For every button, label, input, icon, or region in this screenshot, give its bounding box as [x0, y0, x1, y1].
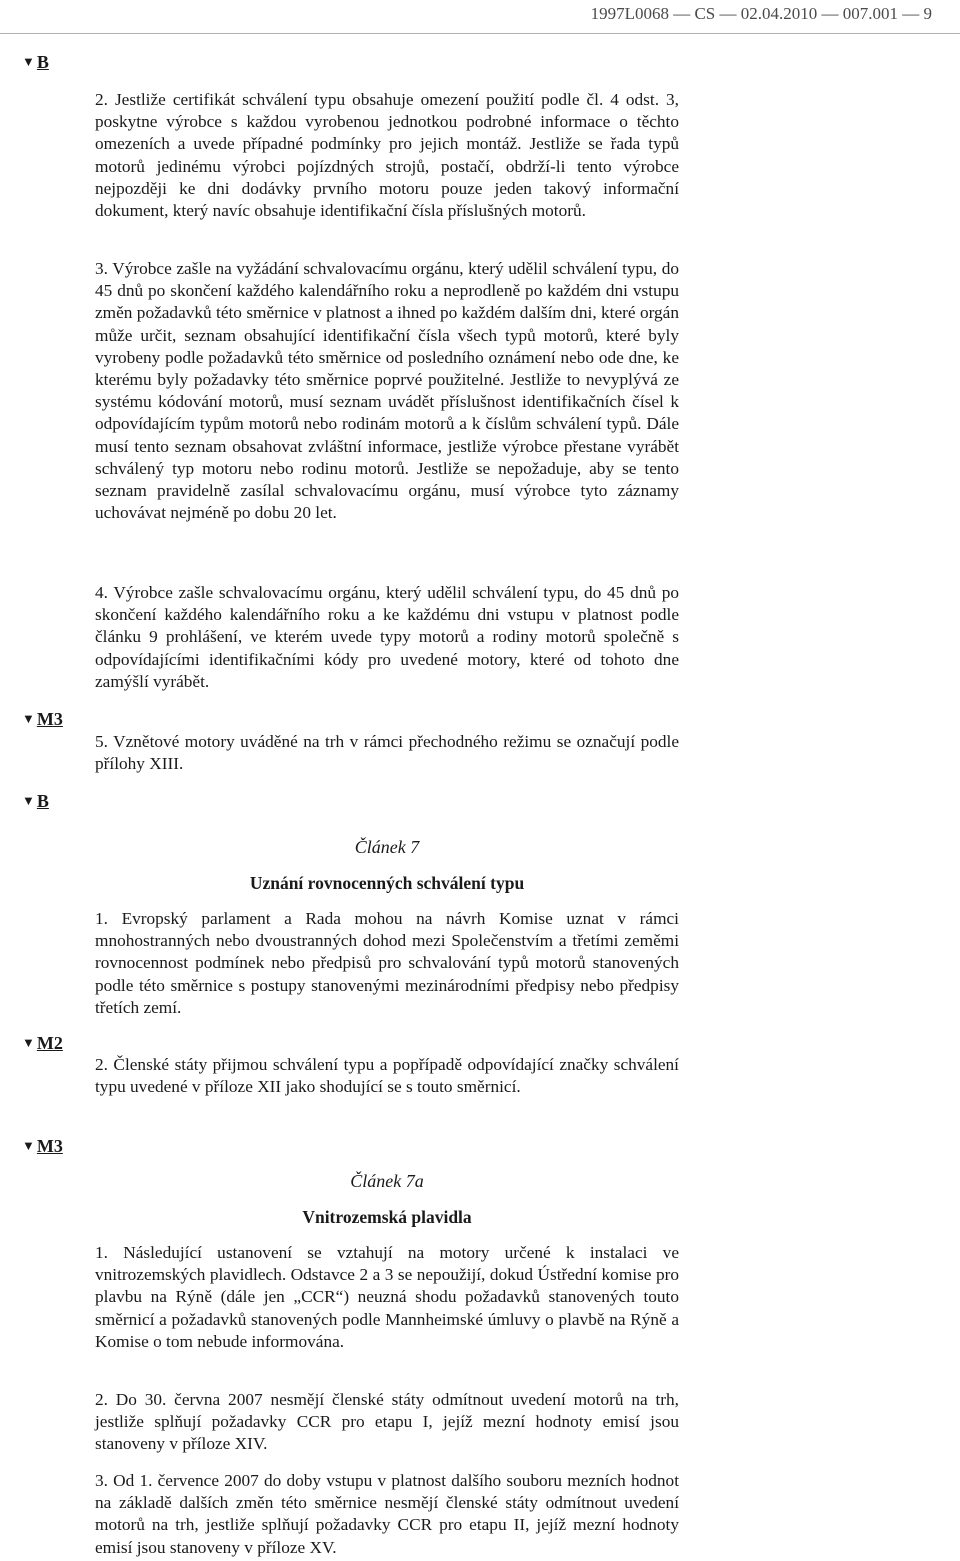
- paragraph-3: 3. Výrobce zašle na vyžádání schvalovacímu orgánu, který udělil schválení typu, do 45 dnů po skončení každého kalendářního roku a neprodleně po každém dni vstupu změn požadavků této směrnice v platnost a ihned po každém dalším dni, které orgán může určit, seznam obsahující identifikační čísla všech typů motorů, které byly vyrobeny podle požadavků této směrnice od posledního oznámení nebo ode dne, ke kterému byly požadavky této směrnice poprvé použitelné. Jestliže to nevyplývá ze systému kódování motorů, musí seznam uvádět příslušnost identifikačních čísel k odpovídajícím typům motorů nebo rodinám motorů a k číslům schválení typů. Dále musí tento seznam obsahovat zvláštní informace, jestliže výrobce přestane vyrábět schválený typ motoru nebo rodinu motorů. Jestliže se nepožaduje, aby se tento seznam pravidelně zasílal schvalovacímu orgánu, musí výrobce tyto záznamy uchovávat nejméně po dobu 20 let.: [95, 259, 679, 523]
- document-header: 1997L0068 — CS — 02.04.2010 — 007.001 — 9: [590, 4, 932, 23]
- article-7-title: Uznání rovnocenných schválení typu: [249, 873, 525, 893]
- triangle-down-icon: ▼: [22, 1138, 35, 1153]
- article-7a-paragraph-3: 3. Od 1. července 2007 do doby vstupu v platnost dalšího souboru mezních hodnot na základě dalších změn této směrnice nesmějí členské státy odmítnout uvedení motorů na trh, jestliže splňují požadavky CCR pro etapu II, jejíž mezní hodnoty emisí jsou stanoveny v příloze XV.: [95, 1471, 679, 1557]
- triangle-down-icon: ▼: [22, 793, 35, 808]
- amendment-marker-m3: ▼ M3: [22, 1136, 63, 1156]
- paragraph-5: 5. Vznětové motory uváděné na trh v rámci přechodného režimu se označují podle přílohy XIII.: [95, 732, 679, 774]
- amendment-marker-b: ▼ B: [22, 52, 49, 72]
- amendment-marker-m3: ▼ M3: [22, 709, 63, 729]
- article-7a-paragraph-2: 2. Do 30. června 2007 nesmějí členské státy odmítnout uvedení motorů na trh, jestliže splňují požadavky CCR pro etapu I, jejíž mezní hodnoty emisí jsou stanoveny v příloze XIV.: [95, 1390, 679, 1454]
- amendment-marker-m2: ▼ M2: [22, 1033, 63, 1053]
- article-7-number: Článek 7: [354, 837, 420, 857]
- triangle-down-icon: ▼: [22, 711, 35, 726]
- paragraph-4: 4. Výrobce zašle schvalovacímu orgánu, který udělil schválení typu, do 45 dnů po skončení každého kalendářního roku a ke každému dni vstupu v platnost podle článku 9 prohlášení, ve kterém uvede typy motorů a rodiny motorů společně s odpovídajícími identifikačními kódy pro uvedené motory, které od tohoto dne zamýšlí vyrábět.: [95, 583, 679, 691]
- article-7a-paragraph-1: 1. Následující ustanovení se vztahují na motory určené k instalaci ve vnitrozemských plavidlech. Odstavce 2 a 3 se nepoužijí, dokud Ústřední komise pro plavbu na Rýně (dále jen „CCR“) neuzná shodu požadavků stanovených touto směrnicí a požadavků stanovených podle Mannheimské úmluvy o plavbě na Rýně a Komise o tom nebude informována.: [95, 1243, 679, 1351]
- article-7a-title: Vnitrozemská plavidla: [302, 1207, 472, 1227]
- triangle-down-icon: ▼: [22, 1035, 35, 1050]
- header-divider: [0, 33, 960, 34]
- triangle-down-icon: ▼: [22, 54, 35, 69]
- amendment-marker-b: ▼ B: [22, 791, 49, 811]
- article-7-paragraph-1: 1. Evropský parlament a Rada mohou na návrh Komise uznat v rámci mnohostranných nebo dvoustranných dohod mezi Společenstvím a třetími zeměmi rovnocennost podmínek nebo předpisů pro schvalování typů motorů stanovených podle této směrnice s postupy stanovenými mezinárodními předpisy nebo předpisy třetích zemí.: [95, 909, 679, 1017]
- paragraph-2: 2. Jestliže certifikát schválení typu obsahuje omezení použití podle čl. 4 odst. 3, poskytne výrobce s každou vyrobenou jednotkou podrobné informace o těchto omezeních a uvede případné podmínky pro jejich montáž. Jestliže se řada typů motorů jedinému výrobci pojízdných strojů, postačí, obdrží-li tento výrobce nejpozději ke dni dodávky prvního motoru pouze jeden takový informační dokument, který navíc obsahuje identifikační čísla příslušných motorů.: [95, 90, 679, 221]
- article-7a-number: Článek 7a: [350, 1171, 424, 1191]
- article-7-paragraph-2: 2. Členské státy přijmou schválení typu a popřípadě odpovídající značky schválení typu uvedené v příloze XII jako shodující se s touto směrnicí.: [95, 1055, 679, 1097]
